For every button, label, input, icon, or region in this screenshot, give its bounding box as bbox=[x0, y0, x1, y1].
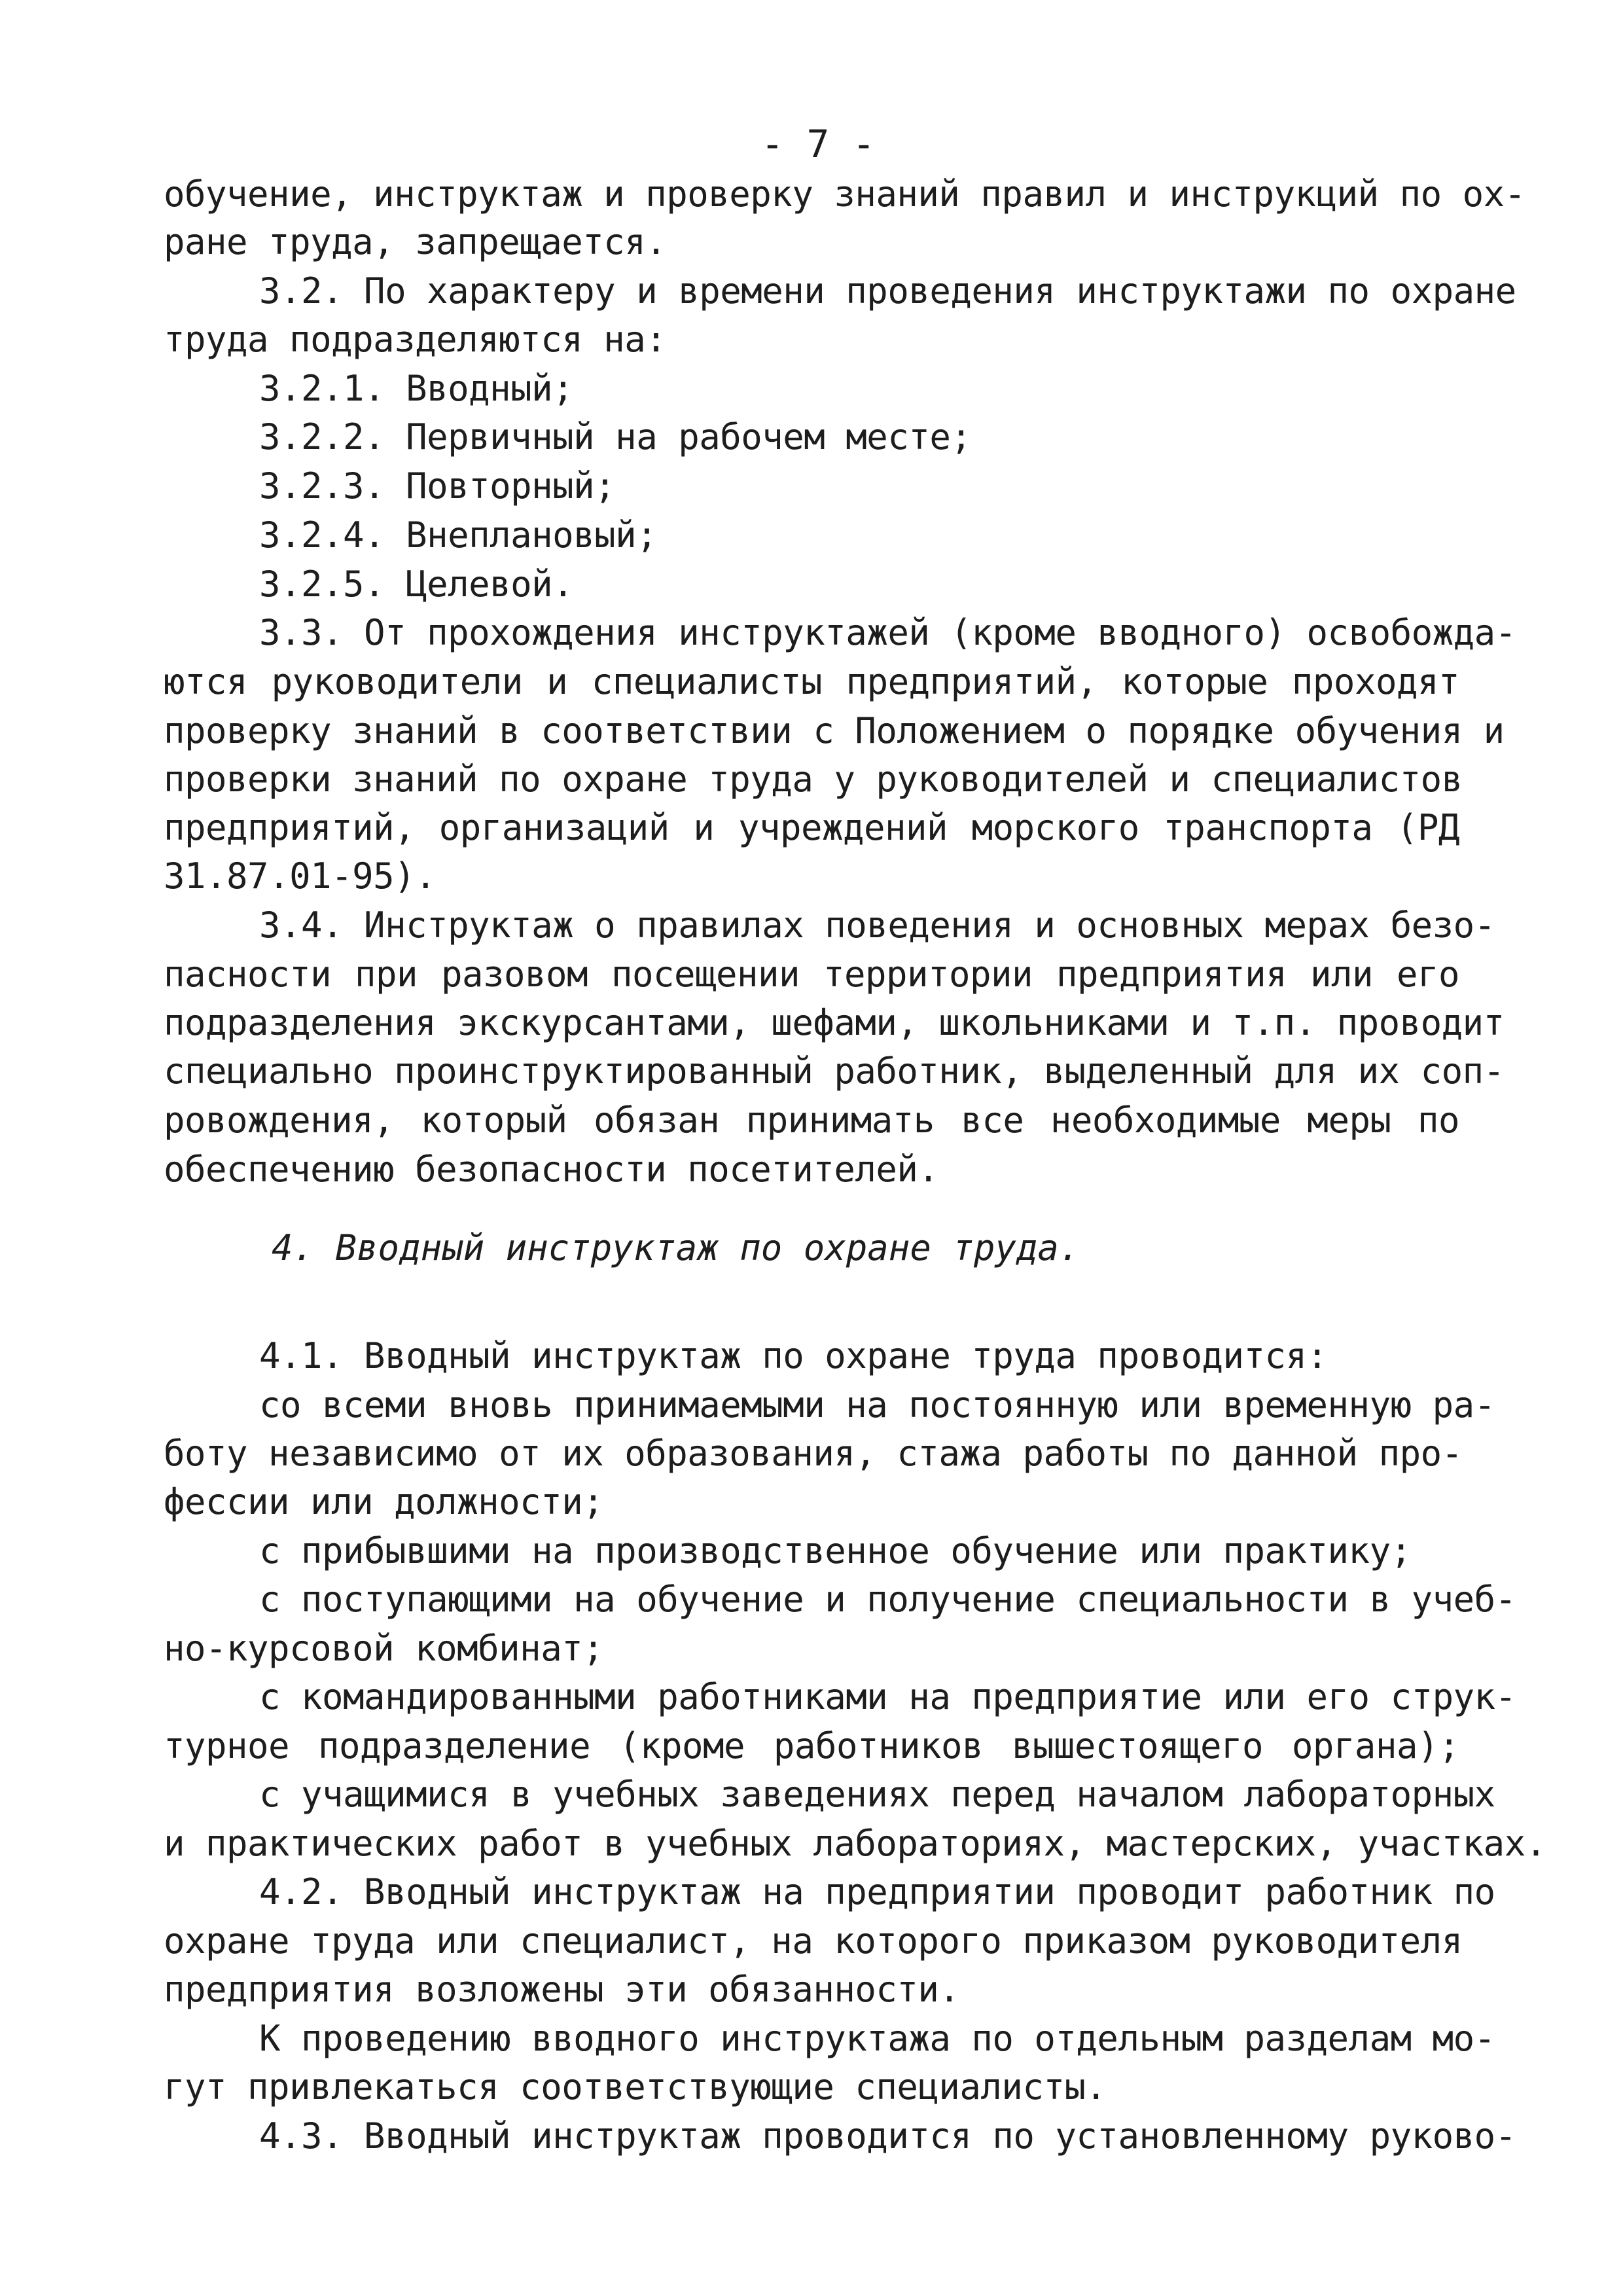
text-line: предприятий, организаций и учреждений морского транспорта (РД bbox=[164, 807, 1459, 848]
text-line: 31.87.01-95). bbox=[164, 855, 437, 897]
text-line: ются руководители и специалисты предприятий, которые проходят bbox=[164, 661, 1459, 702]
text-line: 4.3. Вводный инструктаж проводится по установленному руково- bbox=[259, 2115, 1516, 2157]
text-line: обеспечению безопасности посетителей. bbox=[164, 1149, 939, 1190]
text-line: с поступающими на обучение и получение специальности в учеб- bbox=[259, 1579, 1516, 1620]
text-line: боту независимо от их образования, стажа работы по данной про- bbox=[164, 1433, 1463, 1474]
text-line: с учащимися в учебных заведениях перед началом лабораторных bbox=[259, 1774, 1495, 1815]
text-line: 3.2.3. Повторный; bbox=[259, 465, 616, 507]
text-line: пасности при разовом посещении территории предприятия или его bbox=[164, 954, 1459, 995]
text-line: но-курсовой комбинат; bbox=[164, 1628, 604, 1669]
text-line: 4.2. Вводный инструктаж на предприятии проводит работник по bbox=[259, 1871, 1495, 1912]
text-line: 4.1. Вводный инструктаж по охране труда проводится: bbox=[259, 1335, 1328, 1376]
text-line: с командированными работниками на предприятие или его струк- bbox=[259, 1676, 1516, 1717]
text-line: специально проинструктированный работник, выделенный для их соп- bbox=[164, 1050, 1505, 1092]
text-line: проверки знаний по охране труда у руководителей и специалистов bbox=[164, 759, 1463, 800]
text-line: 3.2.1. Вводный; bbox=[259, 368, 574, 409]
text-line: гут привлекаться соответствующие специалисты. bbox=[164, 2066, 1107, 2108]
text-line: 3.2.2. Первичный на рабочем месте; bbox=[259, 416, 972, 457]
text-line: ровождения, который обязан принимать все необходимые меры по bbox=[164, 1100, 1459, 1141]
page-number: - 7 - bbox=[760, 122, 876, 166]
text-line: 3.2.4. Внеплановый; bbox=[259, 514, 658, 556]
text-line: со всеми вновь принимаемыми на постоянную или временную ра- bbox=[259, 1384, 1495, 1426]
text-line: труда подразделяются на: bbox=[164, 319, 667, 360]
text-line: предприятия возложены эти обязанности. bbox=[164, 1969, 960, 2010]
text-line: турное подразделение (кроме работников вышестоящего органа); bbox=[164, 1725, 1459, 1767]
text-line: проверку знаний в соответствии с Положением о порядке обучения и bbox=[164, 710, 1505, 751]
text-line: с прибывшими на производственное обучение или практику; bbox=[259, 1530, 1412, 1571]
text-line: фессии или должности; bbox=[164, 1481, 604, 1522]
text-line: 3.3. От прохождения инструктажей (кроме вводного) освобожда- bbox=[259, 612, 1516, 653]
text-line: ране труда, запрещается. bbox=[164, 221, 667, 262]
text-line: обучение, инструктаж и проверку знаний правил и инструкций по ох- bbox=[164, 173, 1525, 215]
text-line: охране труда или специалист, на которого приказом руководителя bbox=[164, 1920, 1463, 1962]
text-line: 3.4. Инструктаж о правилах поведения и основных мерах безо- bbox=[259, 905, 1495, 946]
section-heading: 4. Вводный инструктаж по охране труда. bbox=[272, 1227, 1080, 1268]
text-line: К проведению вводного инструктажа по отдельным разделам мо- bbox=[259, 2018, 1495, 2059]
text-line: и практических работ в учебных лабораториях, мастерских, участках. bbox=[164, 1823, 1546, 1864]
text-line: 3.2. По характеру и времени проведения инструктажи по охране bbox=[259, 270, 1516, 312]
text-line: подразделения экскурсантами, шефами, школьниками и т.п. проводит bbox=[164, 1002, 1505, 1043]
text-line: 3.2.5. Целевой. bbox=[259, 564, 574, 605]
